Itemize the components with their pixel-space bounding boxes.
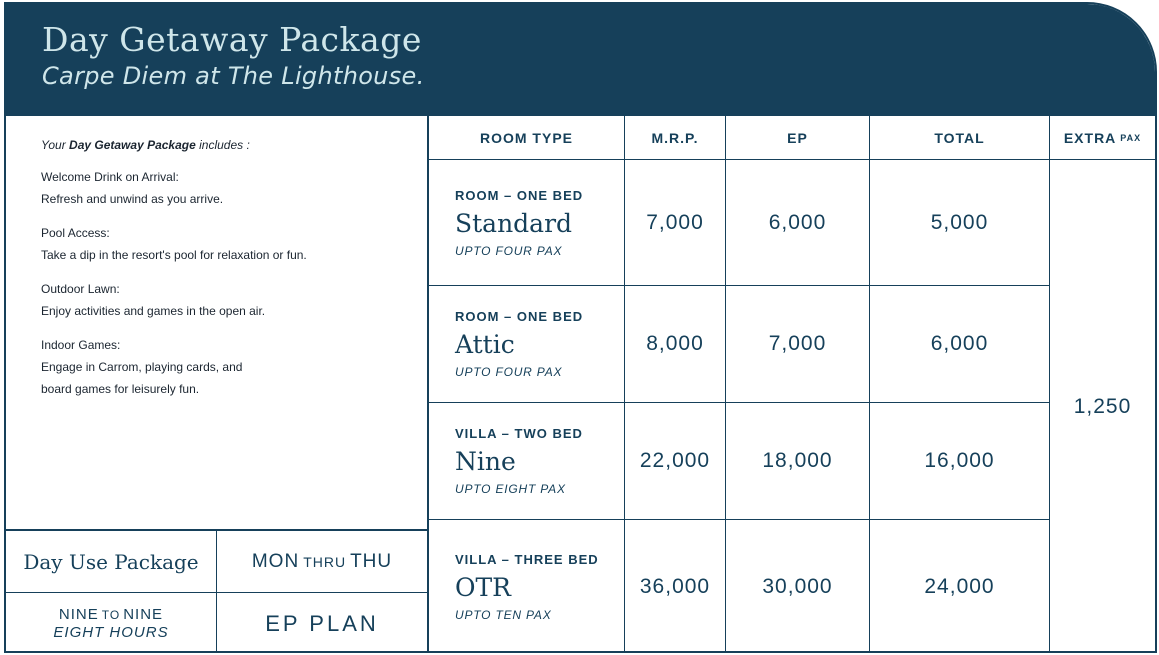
room-type: ROOM – ONE BED: [455, 187, 584, 203]
header-room-type: ROOM TYPE: [429, 116, 625, 160]
days-start: MON: [251, 550, 300, 572]
days-thru: THRU: [303, 553, 347, 570]
include-item-desc: Take a dip in the resort's pool for relaxation or fun.: [41, 248, 307, 262]
package-plan: EP PLAN: [265, 611, 379, 636]
header-extra-label: EXTRA: [1063, 129, 1117, 146]
intro-suffix: includes :: [195, 138, 250, 152]
intro-prefix: Your: [41, 138, 70, 152]
ep-cell: 30,000: [726, 520, 870, 653]
room-cell-attic: [429, 286, 625, 403]
room-capacity: UPTO EIGHT PAX: [455, 482, 566, 496]
header-extra-unit: PAX: [1120, 132, 1142, 143]
room-type: ROOM – ONE BED: [455, 309, 584, 324]
package-card: [4, 2, 1157, 653]
room-capacity: UPTO TEN PAX: [455, 607, 552, 622]
intro-package-name: Day Getaway Package: [69, 138, 196, 152]
include-item-desc: Refresh and unwind as you arrive.: [41, 192, 224, 206]
includes-list: [41, 138, 421, 412]
room-type: VILLA – THREE BED: [455, 551, 599, 567]
total-cell: 16,000: [870, 403, 1050, 520]
include-item-desc: Enjoy activities and games in the open air.: [41, 304, 266, 318]
package-days: [217, 531, 427, 593]
total-cell: 6,000: [870, 286, 1050, 403]
days-end: THU: [350, 550, 393, 572]
ep-cell: 7,000: [726, 286, 870, 403]
header-mrp: M.R.P.: [625, 116, 726, 160]
header-ep: EP: [726, 116, 870, 160]
total-cell: 24,000: [870, 520, 1050, 653]
room-capacity: UPTO FOUR PAX: [455, 243, 563, 258]
hours-end: NINE: [123, 606, 164, 623]
package-name: Day Use Package: [6, 531, 217, 593]
room-name: Nine: [455, 447, 516, 476]
room-cell-standard: [429, 160, 625, 286]
ep-cell: 18,000: [726, 403, 870, 520]
include-item-welcome-drink: [41, 166, 421, 210]
include-item-title: Outdoor Lawn:: [41, 282, 120, 296]
room-cell-nine: [429, 403, 625, 520]
mrp-cell: 7,000: [625, 160, 726, 286]
extra-pax-cell: 1,250: [1073, 394, 1132, 418]
package-summary: [6, 529, 427, 653]
include-item-indoor-games: [41, 334, 421, 400]
room-capacity: UPTO FOUR PAX: [455, 365, 563, 379]
mrp-cell: 36,000: [625, 520, 726, 653]
room-name: Standard: [455, 208, 573, 238]
mrp-cell: 22,000: [625, 403, 726, 520]
page-subtitle: Carpe Diem at The Lighthouse.: [42, 62, 425, 90]
room-type: VILLA – TWO BED: [455, 426, 583, 441]
includes-panel: [6, 116, 429, 653]
total-cell: 5,000: [870, 160, 1050, 286]
include-item-title: Indoor Games:: [41, 338, 121, 352]
include-item-title: Pool Access:: [41, 226, 110, 240]
include-item-title: Welcome Drink on Arrival:: [41, 170, 179, 184]
include-item-pool: [41, 222, 421, 266]
pricing-table: [429, 116, 1155, 653]
room-name: Attic: [455, 330, 515, 359]
room-cell-otr: [429, 520, 625, 653]
header-banner: [6, 4, 1155, 116]
hours-duration: EIGHT HOURS: [53, 624, 169, 641]
includes-intro: [41, 138, 421, 152]
header-extra-pax: [1050, 116, 1155, 160]
package-hours: [6, 593, 217, 653]
include-item-desc: Engage in Carrom, playing cards, and: [41, 360, 243, 374]
room-name: OTR: [455, 572, 511, 602]
hours-to: TO: [101, 608, 121, 622]
ep-cell: 6,000: [726, 160, 870, 286]
header-total: TOTAL: [870, 116, 1050, 160]
hours-start: NINE: [58, 606, 99, 623]
mrp-cell: 8,000: [625, 286, 726, 403]
page-title: Day Getaway Package: [42, 20, 422, 59]
include-item-lawn: [41, 278, 421, 322]
include-item-desc: board games for leisurely fun.: [41, 382, 200, 396]
hours-range: [59, 606, 163, 624]
